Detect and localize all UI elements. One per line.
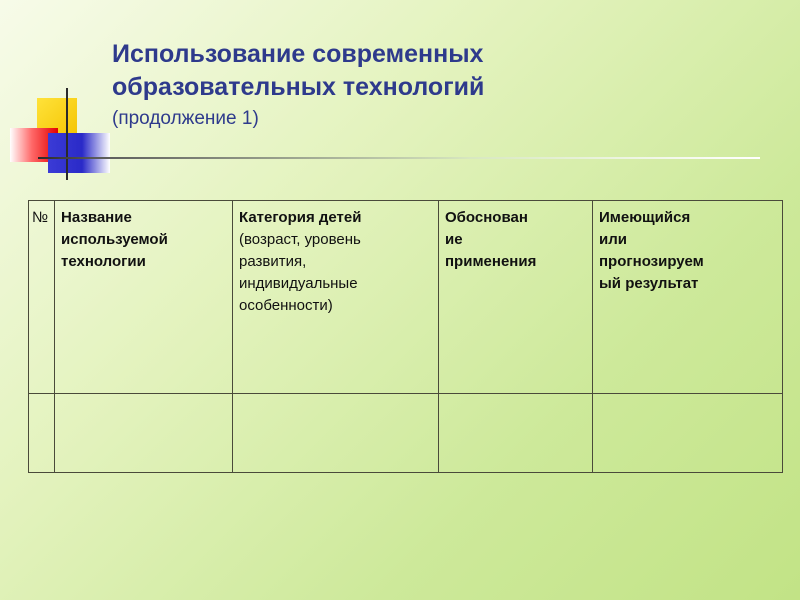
table-header-row (29, 201, 783, 394)
header-justification: Обоснован ие применения (439, 201, 593, 394)
title-line-2: образовательных технологий (112, 73, 485, 101)
technology-table (28, 200, 783, 473)
table-cell-result (593, 394, 783, 473)
header-technology-name: Название используемой технологии (55, 201, 233, 394)
decorative-squares (0, 0, 120, 190)
title-line-1: Использование современных (112, 40, 484, 68)
table-cell-technology-name (55, 394, 233, 473)
table-cell-justification (439, 394, 593, 473)
blue-square-decoration (48, 133, 110, 173)
header-number: № (29, 201, 55, 394)
header-result: Имеющийся или прогнозируем ый результат (593, 201, 783, 394)
table-row (29, 394, 783, 473)
title-underline (38, 157, 760, 159)
header-children-category: Категория детей (возраст, уровень развития, индивидуальные особенности) (233, 201, 439, 394)
slide-title (112, 38, 772, 134)
table-cell-children-category (233, 394, 439, 473)
table-cell-number (29, 394, 55, 473)
slide-subtitle: (продолжение 1) (112, 108, 259, 129)
vertical-line-decoration (66, 88, 68, 180)
